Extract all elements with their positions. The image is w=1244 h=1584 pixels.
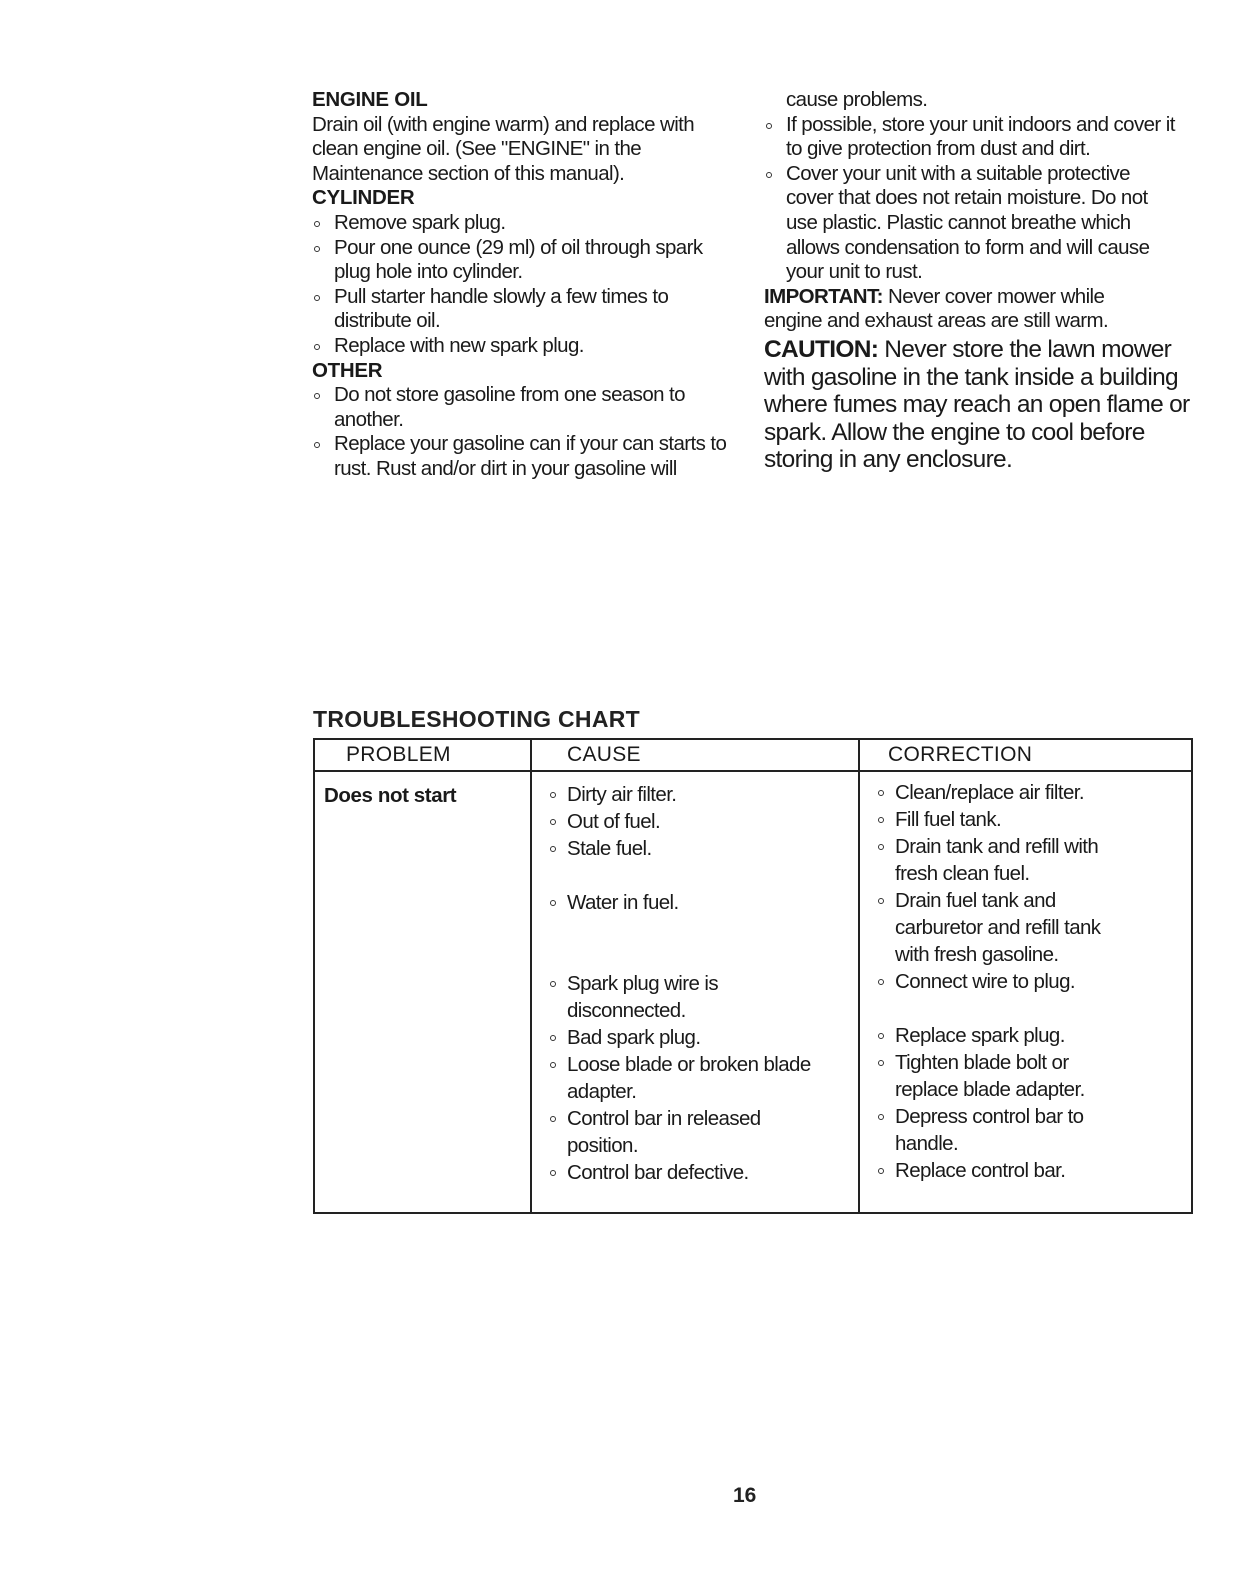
caution-label: CAUTION: <box>764 335 879 363</box>
bullet-icon <box>878 979 884 985</box>
bullet-icon <box>314 393 320 399</box>
correction-item: Drain tank and refill with fresh clean fuel. <box>878 833 1128 887</box>
left-column <box>312 88 752 482</box>
problem-column <box>315 740 532 1212</box>
important-label: IMPORTANT: <box>764 284 883 308</box>
correction-item: Connect wire to plug. <box>878 968 1185 995</box>
bullet-icon <box>550 900 556 906</box>
list-item: Cover your unit with a suitable protective cover that does not retain moisture. Do not use plastic. Plastic cannot breathe which allows condensation to form and will cause your unit to rust. <box>764 162 1176 285</box>
cause-item: Water in fuel. <box>550 889 852 916</box>
correction-item: Clean/replace air filter. <box>878 779 1185 806</box>
list-item: Replace your gasoline can if your can starts to rust. Rust and/or dirt in your gasoline will <box>312 432 732 481</box>
cause-item: Dirty air filter. <box>550 781 852 808</box>
other-list <box>312 383 732 481</box>
cause-item: Control bar in released position. <box>550 1105 800 1159</box>
correction-item: Fill fuel tank. <box>878 806 1185 833</box>
correction-item: Replace spark plug. <box>878 1022 1185 1049</box>
bullet-icon <box>314 246 320 252</box>
bullet-icon <box>550 1116 556 1122</box>
bullet-icon <box>878 790 884 796</box>
bullet-icon <box>878 898 884 904</box>
bullet-icon <box>550 1170 556 1176</box>
cause-item: Spark plug wire is disconnected. <box>550 970 770 1024</box>
list-item: Pour one ounce (29 ml) of oil through spark plug hole into cylinder. <box>312 236 732 285</box>
bullet-icon <box>314 221 320 227</box>
problem-header: PROBLEM <box>315 740 530 772</box>
list-item: Pull starter handle slowly a few times to distribute oil. <box>312 285 732 334</box>
cause-item: Bad spark plug. <box>550 1024 852 1051</box>
bullet-icon <box>550 792 556 798</box>
bullet-icon <box>550 1035 556 1041</box>
correction-item: Drain fuel tank and carburetor and refill tank with fresh gasoline. <box>878 887 1128 968</box>
correction-item: Replace control bar. <box>878 1157 1185 1184</box>
bullet-icon <box>878 1168 884 1174</box>
bullet-icon <box>766 123 772 129</box>
engine-oil-heading: ENGINE OIL <box>312 88 428 111</box>
list-item: If possible, store your unit indoors and cover it to give protection from dust and dirt. <box>764 113 1176 162</box>
cause-item: Control bar defective. <box>550 1159 852 1186</box>
correction-column <box>860 740 1191 1212</box>
bullet-icon <box>766 172 772 178</box>
bullet-icon <box>878 817 884 823</box>
right-column <box>764 88 1199 474</box>
troubleshooting-table <box>313 738 1193 1214</box>
important-note <box>764 285 1144 334</box>
other-heading: OTHER <box>312 358 383 382</box>
continued-text: cause problems. <box>786 88 928 111</box>
list-item: Do not store gasoline from one season to another. <box>312 383 732 432</box>
cause-item: Stale fuel. <box>550 835 852 862</box>
caution-text: Never store the lawn mower with gasoline in the tank inside a building where fumes may reach an open flame or spark. Allow the engine to cool before storing in any enclosure. <box>764 335 1190 474</box>
caution-note <box>764 336 1199 474</box>
list-item: Replace with new spark plug. <box>312 334 732 359</box>
cylinder-list <box>312 211 732 359</box>
cylinder-heading: CYLINDER <box>312 186 415 210</box>
list-item: Remove spark plug. <box>312 211 732 236</box>
bullet-icon <box>550 1062 556 1068</box>
bullet-icon <box>878 1060 884 1066</box>
correction-item: Depress control bar to handle. <box>878 1103 1108 1157</box>
cause-item: Loose blade or broken blade adapter. <box>550 1051 852 1105</box>
page-number: 16 <box>733 1484 757 1507</box>
cause-item: Out of fuel. <box>550 808 852 835</box>
bullet-icon <box>314 344 320 350</box>
important-text: Never cover mower while engine and exhaust areas are still warm. <box>764 284 1109 333</box>
cause-header: CAUSE <box>532 740 858 772</box>
bullet-icon <box>878 1033 884 1039</box>
bullet-icon <box>550 981 556 987</box>
problem-cell: Does not start <box>324 784 457 807</box>
bullet-icon <box>314 442 320 448</box>
storage-list <box>764 113 1176 285</box>
engine-oil-text: Drain oil (with engine warm) and replace with clean engine oil. (See "ENGINE" in the Maintenance section of this manual). <box>312 112 695 185</box>
bullet-icon <box>550 846 556 852</box>
bullet-icon <box>550 819 556 825</box>
correction-item: Tighten blade bolt or replace blade adapter. <box>878 1049 1118 1103</box>
cause-column <box>532 740 860 1212</box>
correction-header: CORRECTION <box>860 740 1191 772</box>
bullet-icon <box>314 295 320 301</box>
bullet-icon <box>878 844 884 850</box>
troubleshooting-title: TROUBLESHOOTING CHART <box>313 706 641 732</box>
bullet-icon <box>878 1114 884 1120</box>
